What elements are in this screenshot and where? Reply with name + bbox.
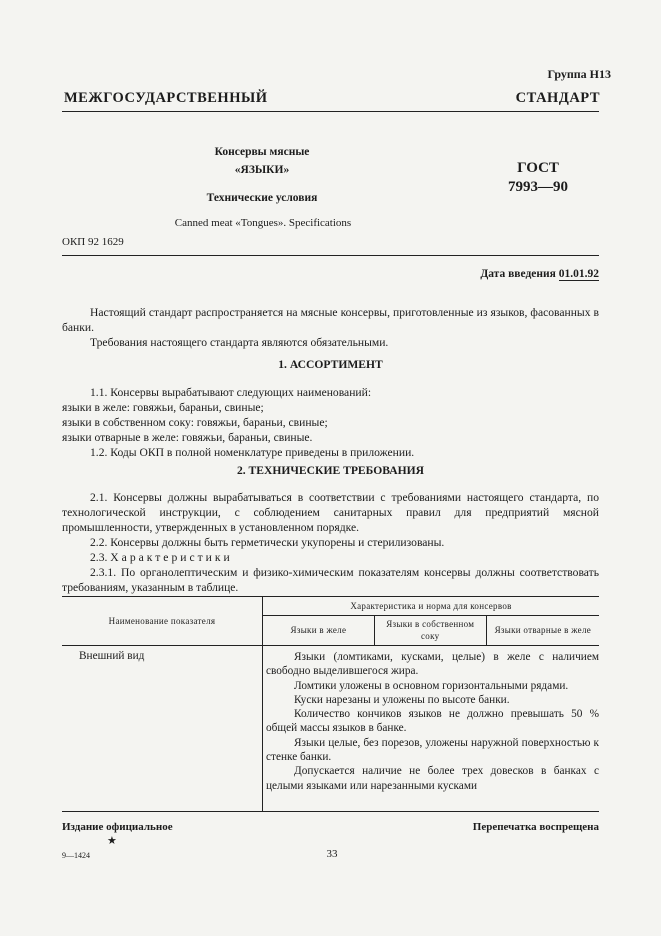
appearance-paragraph: Ломтики уложены в основном горизонтальными рядами.	[294, 679, 569, 692]
intro-paragraph: Требования настоящего стандарта являются обязательными.	[90, 336, 389, 349]
group-code: Группа Н13	[547, 67, 611, 81]
section-heading-technical: 2. ТЕХНИЧЕСКИЕ ТРЕБОВАНИЯ	[236, 464, 425, 477]
title-line-3: Технические условия	[206, 192, 318, 204]
requirements-table	[62, 596, 599, 812]
intro-paragraph: Настоящий стандарт распространяется на мясные консервы, приготовленные из языков, фасованных в банки.	[62, 306, 599, 334]
technical-paragraph: 2.1. Консервы должны вырабатываться в соответствии с требованиями настоящего стандарта, по технологической инструкции, с соблюдением санитарных правил для предприятий мясной промышленности, утвержденных в установленном порядке.	[62, 491, 599, 534]
appearance-paragraph: Куски нарезаны и уложены по высоте банки.	[294, 693, 510, 706]
row-label-appearance: Внешний вид	[62, 646, 263, 812]
technical-paragraph: 2.3.1. По органолептическим и физико-химическим показателям консервы должны соответствовать требованиям, указанным в таблице.	[62, 566, 599, 594]
page-number: 33	[326, 848, 338, 860]
title-line-2: «ЯЗЫКИ»	[234, 164, 290, 176]
header-indicator: Наименование показателя	[62, 597, 263, 646]
star-icon: ★	[107, 835, 117, 847]
appearance-paragraph: Допускается наличие не более трех довесков в банках с целыми языками или нарезанными кусками	[266, 765, 599, 792]
appearance-paragraph: Языки (ломтиками, кусками, целые) в желе с наличием свободно выделившегося жира.	[266, 651, 599, 678]
characteristics-subheading	[62, 550, 599, 565]
appearance-underline	[266, 793, 599, 812]
section-assortment-body	[62, 385, 599, 460]
title-english: Canned meat «Tongues». Specifications	[174, 217, 352, 229]
title-rule	[62, 255, 599, 256]
gost-designation	[498, 159, 578, 197]
gost-label: ГОСТ	[517, 160, 559, 176]
characteristics-number: 2.3.	[90, 551, 108, 564]
assortment-line: 1.1. Консервы вырабатывают следующих наименований:	[90, 386, 372, 399]
reprint-prohibited: Перепечатка воспрещена	[472, 821, 599, 833]
assortment-line: языки в желе: говяжьи, бараньи, свиные;	[62, 401, 264, 414]
gost-number: 7993—90	[508, 179, 568, 195]
okp-code: ОКП 92 1629	[62, 236, 124, 248]
effective-date	[480, 268, 599, 280]
header-boiled-in-jelly: Языки отварные в желе	[486, 615, 599, 645]
print-code: 9—1424	[62, 851, 90, 860]
assortment-line: языки в собственном соку: говяжьи, бараньи, свиные;	[62, 416, 328, 429]
appearance-paragraph: Языки целые, без порезов, уложены наружной поверхностью к стенке банки.	[266, 736, 599, 764]
technical-paragraph: 2.2. Консервы должны быть герметически укупорены и стерилизованы.	[90, 536, 445, 549]
interstate-standard-heading: МЕЖГОСУДАРСТВЕННЫЙ СТАНДАРТ	[64, 90, 600, 106]
assortment-line: 1.2. Коды ОКП в полной номенклатуре приведены в приложении.	[90, 446, 415, 459]
intro-block	[62, 305, 599, 350]
section-technical-body	[62, 490, 599, 595]
header-in-jelly: Языки в желе	[263, 615, 375, 645]
effective-date-value: 01.01.92	[558, 268, 599, 280]
official-edition: Издание официальное	[62, 821, 173, 833]
characteristics-title: Характеристики	[110, 551, 233, 564]
header-rule	[62, 111, 599, 112]
section-heading-assortment: 1. АССОРТИМЕНТ	[278, 358, 383, 371]
effective-date-label: Дата введения	[480, 268, 556, 280]
header-own-juice: Языки в собственном соку	[374, 615, 486, 645]
footer-rule	[62, 811, 599, 812]
appearance-paragraph: Количество кончиков языков не должно превышать 50 % общей массы языков в банке.	[266, 708, 599, 735]
assortment-line: языки отварные в желе: говяжьи, бараньи, свиные.	[62, 431, 313, 444]
row-value-appearance	[263, 646, 600, 812]
title-line-1: Консервы мясные	[214, 146, 310, 158]
header-characteristic-group: Характеристика и норма для консервов	[263, 597, 600, 616]
